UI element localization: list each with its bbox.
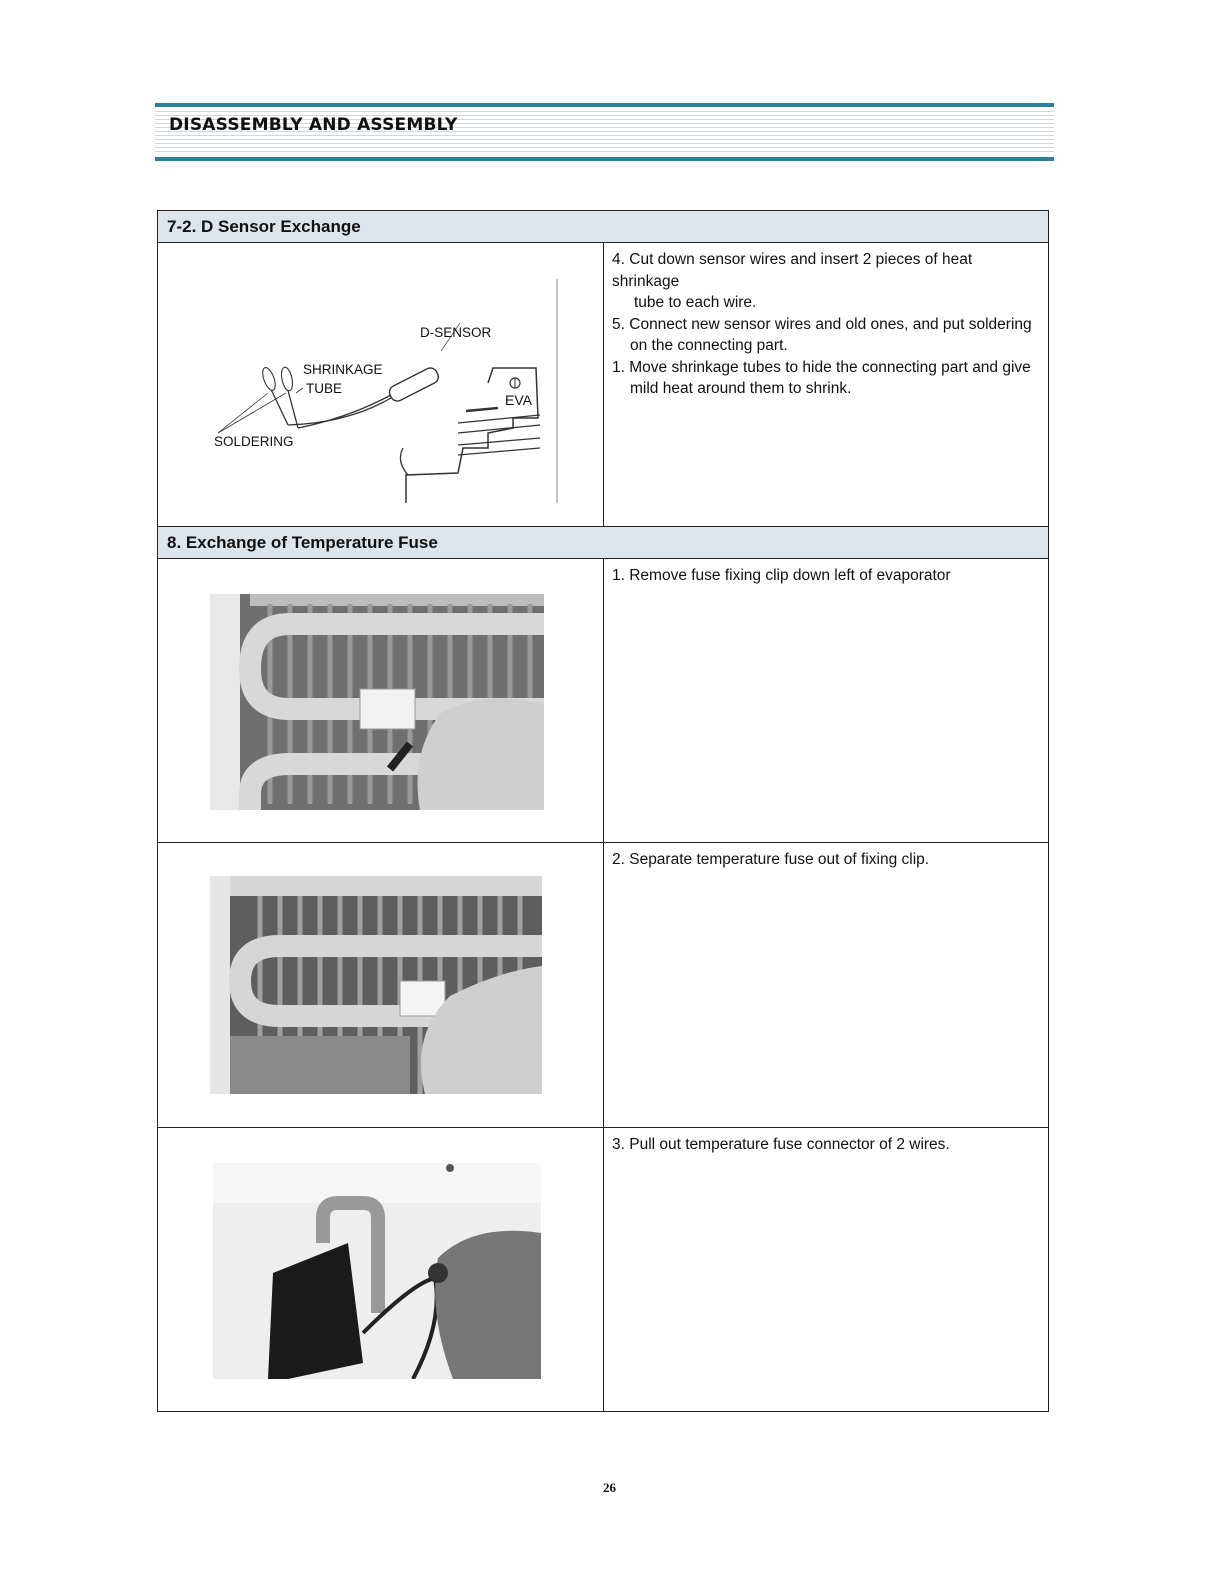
step-text-continued: tube to each wire. [634,294,757,311]
header-banner [155,103,1054,161]
connector-photo [213,1163,541,1379]
step-text-continued: on the connecting part. [630,337,788,354]
page-number: 26 [603,1480,616,1495]
d-sensor-diagram [158,243,603,527]
step-text: Cut down sensor wires and insert 2 pieces of heat shrinkage [612,251,973,290]
label-eva: EVA [505,392,532,408]
procedure-table [157,210,1049,1412]
section-title-temperature-fuse: 8. Exchange of Temperature Fuse [158,527,1049,559]
banner-top-rule [155,103,1054,107]
fuse-step-3-text: 3. Pull out temperature fuse connector of 2 wires. [604,1128,1049,1412]
page-title: DISASSEMBLY AND ASSEMBLY [169,115,458,135]
step-item [612,357,1042,400]
step-text-continued: mild heat around them to shrink. [630,380,852,397]
step-text: Move shrinkage tubes to hide the connecting part and give [629,358,1031,376]
fuse-step-2-text: 2. Separate temperature fuse out of fixing clip. [604,843,1049,1128]
evaporator-photo-2 [210,876,542,1094]
step-item [612,314,1042,357]
photo-cell [158,559,604,843]
step-text: Connect new sensor wires and old ones, and put soldering [629,315,1032,333]
section-title-d-sensor: 7-2. D Sensor Exchange [158,211,1049,243]
label-tube: TUBE [306,381,343,396]
d-sensor-diagram-cell [158,243,604,527]
banner-bottom-rule [155,157,1054,161]
fuse-step-row [158,559,1049,843]
photo-cell [158,1128,604,1412]
section-header-row [158,527,1049,559]
fuse-step-row [158,843,1049,1128]
step-number: 5. [612,315,625,333]
label-shrinkage: SHRINKAGE [303,362,383,377]
fuse-step-row [158,1128,1049,1412]
photo-cell [158,843,604,1128]
label-soldering: SOLDERING [214,434,294,449]
evaporator-photo-1 [210,594,544,810]
step-item [612,249,1042,314]
d-sensor-row [158,243,1049,527]
step-number: 4. [612,251,625,268]
label-d-sensor: D-SENSOR [420,325,492,340]
section-header-row [158,211,1049,243]
fuse-step-1-text: 1. Remove fuse fixing clip down left of evaporator [604,559,1049,843]
step-number: 1. [612,358,625,376]
d-sensor-steps [604,243,1049,527]
